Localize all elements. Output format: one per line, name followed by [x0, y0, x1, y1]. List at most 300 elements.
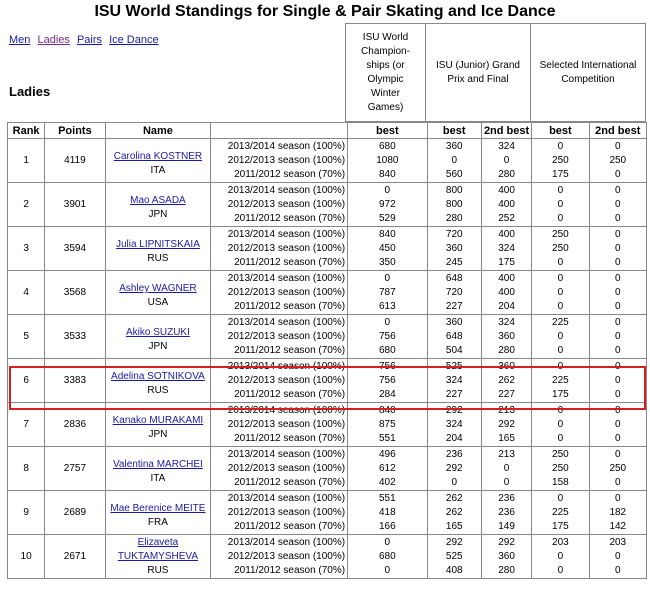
- gp1-value: 525: [445, 360, 463, 372]
- cell-gp2: [481, 359, 531, 403]
- rank-cell: 2: [8, 183, 45, 227]
- name-cell: [105, 139, 211, 183]
- ic1-value: 0: [557, 198, 564, 210]
- ic1-value: 0: [557, 272, 564, 284]
- season-value: 2012/2013 season (100%): [227, 198, 346, 210]
- season-value: 2013/2014 season (100%): [227, 536, 346, 548]
- gp2-value: 280: [498, 168, 515, 180]
- wc-value: 756: [378, 360, 396, 372]
- col-gp-2nd-best: 2nd best: [481, 123, 531, 139]
- cell-gp2: [481, 315, 531, 359]
- wc-value: 402: [378, 476, 396, 488]
- cell-ic2: [589, 403, 646, 447]
- wc-value: 0: [384, 316, 391, 328]
- gp2-value: 204: [498, 300, 515, 312]
- season-value: 2012/2013 season (100%): [227, 418, 346, 430]
- gp1-value: 280: [445, 212, 463, 224]
- cell-wc: [348, 139, 427, 183]
- ic2-value: 0: [615, 286, 621, 298]
- gp1-value: 800: [445, 184, 463, 196]
- points-cell: 3901: [45, 183, 105, 227]
- cell-season: [211, 315, 348, 359]
- skater-name-link[interactable]: Kanako MURAKAMI: [112, 415, 204, 426]
- cell-season: [211, 491, 348, 535]
- gp1-value: 648: [445, 330, 463, 342]
- gp1-value: 227: [445, 388, 463, 400]
- wc-value: 0: [384, 272, 391, 284]
- wc-value: 613: [378, 300, 396, 312]
- season-value: 2013/2014 season (100%): [227, 448, 346, 460]
- skater-name-link[interactable]: Julia LIPNITSKAIA: [115, 239, 200, 250]
- cell-gp1: [427, 227, 481, 271]
- ic1-value: 0: [557, 212, 564, 224]
- wc-value: 680: [378, 550, 396, 562]
- season-value: 2013/2014 season (100%): [227, 228, 346, 240]
- cell-wc: [348, 359, 427, 403]
- wc-value: 875: [378, 418, 396, 430]
- wc-value: 680: [378, 344, 396, 356]
- rank-cell: 8: [8, 447, 45, 491]
- gp2-value: 360: [498, 360, 515, 372]
- cell-ic2: [589, 359, 646, 403]
- standings-table: [7, 122, 647, 579]
- ic2-value: 0: [615, 476, 621, 488]
- cell-ic2: [589, 491, 646, 535]
- ic2-value: 0: [615, 228, 621, 240]
- ic1-value: 158: [552, 476, 569, 488]
- cell-season: [211, 403, 348, 447]
- gp1-value: 204: [445, 432, 463, 444]
- ic2-value: 0: [615, 550, 621, 562]
- points-cell: 3383: [45, 359, 105, 403]
- season-value: 2012/2013 season (100%): [227, 550, 346, 562]
- table-row: [8, 183, 647, 227]
- wc-value: 840: [378, 228, 396, 240]
- table-row: [8, 447, 647, 491]
- group-header-grand-prix: ISU (Junior) Grand Prix and Final: [426, 24, 531, 122]
- gp1-value: 262: [445, 506, 463, 518]
- season-value: 2013/2014 season (100%): [227, 184, 346, 196]
- section-heading: Ladies: [9, 84, 51, 99]
- gp2-value: 292: [498, 418, 515, 430]
- cell-gp2: [481, 139, 531, 183]
- ic1-value: 0: [557, 330, 564, 342]
- skater-name-link[interactable]: Mae Berenice MEITE: [110, 503, 206, 514]
- ic2-value: 0: [615, 198, 621, 210]
- cell-wc: [348, 535, 427, 579]
- points-cell: 2689: [45, 491, 105, 535]
- gp2-value: 252: [498, 212, 515, 224]
- cell-ic2: [589, 447, 646, 491]
- name-cell: [105, 359, 211, 403]
- cell-season: [211, 447, 348, 491]
- gp1-value: 648: [445, 272, 463, 284]
- cell-wc: [348, 227, 427, 271]
- season-value: 2011/2012 season (70%): [234, 212, 346, 224]
- cell-ic1: [532, 183, 589, 227]
- ic1-value: 0: [557, 300, 564, 312]
- gp1-value: 408: [445, 564, 463, 576]
- cell-gp1: [427, 271, 481, 315]
- gp2-value: 280: [498, 564, 515, 576]
- gp2-value: 262: [498, 374, 515, 386]
- ic2-value: 182: [609, 506, 627, 518]
- gp1-value: 360: [445, 242, 463, 254]
- cell-gp2: [481, 271, 531, 315]
- season-value: 2012/2013 season (100%): [227, 286, 346, 298]
- nav-link-pairs[interactable]: Pairs: [76, 34, 103, 46]
- ic1-value: 175: [552, 168, 569, 180]
- ic2-value: 203: [609, 536, 627, 548]
- skater-name-link[interactable]: Ashley WAGNER: [119, 283, 197, 294]
- cell-season: [211, 271, 348, 315]
- gp2-value: 400: [498, 228, 515, 240]
- ic1-value: 0: [557, 256, 564, 268]
- season-value: 2011/2012 season (70%): [234, 520, 346, 532]
- category-nav: [9, 34, 163, 46]
- gp1-value: 720: [445, 228, 463, 240]
- skater-name-link[interactable]: Valentina MARCHEI: [112, 459, 203, 470]
- ic2-value: 0: [615, 168, 621, 180]
- cell-wc: [348, 403, 427, 447]
- ic1-value: 225: [552, 506, 569, 518]
- cell-wc: [348, 315, 427, 359]
- gp1-value: 360: [445, 316, 463, 328]
- ic1-value: 250: [552, 228, 569, 240]
- cell-gp2: [481, 447, 531, 491]
- season-value: 2013/2014 season (100%): [227, 316, 346, 328]
- col-rank: Rank: [8, 123, 45, 139]
- gp1-value: 0: [451, 154, 458, 166]
- season-value: 2012/2013 season (100%): [227, 506, 346, 518]
- wc-value: 0: [384, 564, 391, 576]
- gp1-value: 560: [445, 168, 463, 180]
- wc-value: 496: [378, 448, 396, 460]
- gp1-value: 292: [445, 404, 463, 416]
- ic1-value: 0: [557, 184, 564, 196]
- name-cell: [105, 183, 211, 227]
- season-value: 2011/2012 season (70%): [234, 564, 346, 576]
- country-code: USA: [147, 297, 169, 308]
- country-code: RUS: [147, 385, 169, 396]
- season-value: 2013/2014 season (100%): [227, 404, 346, 416]
- rank-cell: 10: [8, 535, 45, 579]
- cell-season: [211, 183, 348, 227]
- gp1-value: 800: [445, 198, 463, 210]
- ic2-value: 0: [615, 184, 621, 196]
- ic1-value: 175: [552, 388, 569, 400]
- gp2-value: 236: [498, 492, 515, 504]
- country-code: ITA: [150, 473, 166, 484]
- name-cell: [105, 227, 211, 271]
- cell-gp1: [427, 403, 481, 447]
- season-value: 2011/2012 season (70%): [234, 432, 346, 444]
- cell-gp1: [427, 447, 481, 491]
- cell-gp2: [481, 227, 531, 271]
- ic1-value: 203: [552, 536, 569, 548]
- ic2-value: 0: [615, 564, 621, 576]
- wc-value: 284: [378, 388, 396, 400]
- points-cell: 4119: [45, 139, 105, 183]
- points-cell: 2836: [45, 403, 105, 447]
- ic1-value: 250: [552, 154, 569, 166]
- gp1-value: 324: [445, 374, 463, 386]
- cell-season: [211, 139, 348, 183]
- ic1-value: 225: [552, 316, 569, 328]
- ic2-value: 0: [615, 316, 621, 328]
- wc-value: 840: [378, 168, 396, 180]
- points-cell: 3533: [45, 315, 105, 359]
- season-value: 2012/2013 season (100%): [227, 154, 346, 166]
- gp2-value: 0: [503, 154, 510, 166]
- season-value: 2013/2014 season (100%): [227, 492, 346, 504]
- country-code: JPN: [148, 209, 168, 220]
- wc-value: 551: [378, 492, 396, 504]
- country-code: RUS: [147, 564, 169, 576]
- season-value: 2011/2012 season (70%): [234, 344, 346, 356]
- cell-gp1: [427, 183, 481, 227]
- season-value: 2012/2013 season (100%): [227, 462, 346, 474]
- cell-ic2: [589, 271, 646, 315]
- cell-season: [211, 227, 348, 271]
- cell-gp1: [427, 139, 481, 183]
- wc-value: 0: [384, 184, 391, 196]
- gp2-value: 400: [498, 198, 515, 210]
- wc-value: 680: [378, 140, 396, 152]
- ic2-value: 0: [615, 212, 621, 224]
- group-header-worlds: ISU World Champion-ships (or Olympic Winter Games): [346, 24, 426, 122]
- ic1-value: 175: [552, 520, 569, 532]
- rank-cell: 7: [8, 403, 45, 447]
- ic2-value: 0: [615, 242, 621, 254]
- ic2-value: 0: [615, 272, 621, 284]
- cell-ic1: [532, 359, 589, 403]
- cell-ic2: [589, 183, 646, 227]
- rank-cell: 6: [8, 359, 45, 403]
- cell-gp2: [481, 491, 531, 535]
- ic2-value: 0: [615, 344, 621, 356]
- cell-gp2: [481, 183, 531, 227]
- gp2-value: 175: [498, 256, 515, 268]
- cell-wc: [348, 271, 427, 315]
- cell-gp1: [427, 359, 481, 403]
- country-code: RUS: [147, 253, 169, 264]
- gp2-value: 324: [498, 140, 515, 152]
- ic2-value: 0: [615, 418, 621, 430]
- ic2-value: 0: [615, 330, 621, 342]
- skater-name-link[interactable]: Carolina KOSTNER: [113, 151, 203, 162]
- cell-ic1: [532, 491, 589, 535]
- cell-ic1: [532, 535, 589, 579]
- rank-cell: 5: [8, 315, 45, 359]
- wc-value: 612: [378, 462, 396, 474]
- gp1-value: 720: [445, 286, 463, 298]
- table-row: [8, 403, 647, 447]
- points-cell: 2757: [45, 447, 105, 491]
- wc-value: 166: [378, 520, 396, 532]
- gp2-value: 324: [498, 242, 515, 254]
- group-header-table: [345, 23, 646, 122]
- rank-cell: 1: [8, 139, 45, 183]
- cell-gp1: [427, 491, 481, 535]
- country-code: FRA: [147, 517, 168, 528]
- cell-wc: [348, 447, 427, 491]
- ic1-value: 0: [557, 140, 564, 152]
- ic1-value: 250: [552, 462, 569, 474]
- ic1-value: 0: [557, 360, 564, 372]
- table-row: [8, 315, 647, 359]
- ic2-value: 0: [615, 374, 621, 386]
- season-value: 2013/2014 season (100%): [227, 360, 346, 372]
- ic2-value: 142: [609, 520, 627, 532]
- cell-gp2: [481, 403, 531, 447]
- country-code: JPN: [148, 341, 168, 352]
- gp2-value: 213: [498, 448, 515, 460]
- gp1-value: 292: [445, 462, 463, 474]
- name-cell: [105, 491, 211, 535]
- nav-link-ladies[interactable]: Ladies: [37, 34, 70, 46]
- wc-value: 972: [378, 198, 396, 210]
- col-name: Name: [105, 123, 211, 139]
- col-points: Points: [45, 123, 105, 139]
- skater-name-link[interactable]: Akiko SUZUKI: [125, 327, 190, 338]
- cell-ic1: [532, 403, 589, 447]
- ic1-value: 0: [557, 550, 564, 562]
- gp1-value: 0: [451, 476, 458, 488]
- ic1-value: 0: [557, 492, 564, 504]
- skater-name-link[interactable]: Adelina SOTNIKOVA: [111, 371, 205, 382]
- gp2-value: 292: [498, 536, 515, 548]
- gp1-value: 165: [445, 520, 463, 532]
- season-value: 2011/2012 season (70%): [234, 388, 346, 400]
- gp1-value: 236: [445, 448, 463, 460]
- points-cell: 2671: [45, 535, 105, 579]
- gp1-value: 324: [445, 418, 463, 430]
- wc-value: 350: [378, 256, 396, 268]
- gp2-value: 280: [498, 344, 515, 356]
- season-value: 2012/2013 season (100%): [227, 374, 346, 386]
- cell-season: [211, 359, 348, 403]
- cell-season: [211, 535, 348, 579]
- rank-cell: 3: [8, 227, 45, 271]
- cell-gp2: [481, 535, 531, 579]
- gp1-value: 504: [445, 344, 463, 356]
- country-code: ITA: [150, 165, 166, 176]
- ic2-value: 250: [609, 154, 627, 166]
- gp2-value: 149: [498, 520, 515, 532]
- wc-value: 418: [378, 506, 396, 518]
- ic1-value: 0: [557, 564, 564, 576]
- cell-gp1: [427, 535, 481, 579]
- season-value: 2011/2012 season (70%): [234, 256, 346, 268]
- cell-ic2: [589, 227, 646, 271]
- column-header-row: [8, 123, 647, 139]
- gp1-value: 262: [445, 492, 463, 504]
- country-code: JPN: [148, 429, 168, 440]
- ic2-value: 0: [615, 432, 621, 444]
- ic2-value: 0: [615, 448, 621, 460]
- gp2-value: 227: [498, 388, 515, 400]
- col-intl-2nd-best: 2nd best: [589, 123, 646, 139]
- nav-link-ice-dance[interactable]: Ice Dance: [109, 34, 159, 46]
- wc-value: 756: [378, 374, 396, 386]
- gp2-value: 360: [498, 550, 515, 562]
- name-cell: [105, 447, 211, 491]
- gp2-value: 213: [498, 404, 515, 416]
- wc-value: 529: [378, 212, 396, 224]
- table-row: [8, 227, 647, 271]
- table-row: [8, 359, 647, 403]
- ic2-value: 0: [615, 140, 621, 152]
- cell-gp1: [427, 315, 481, 359]
- cell-wc: [348, 491, 427, 535]
- cell-ic1: [532, 271, 589, 315]
- ic1-value: 0: [557, 286, 564, 298]
- gp2-value: 360: [498, 330, 515, 342]
- gp2-value: 400: [498, 184, 515, 196]
- season-value: 2013/2014 season (100%): [227, 140, 346, 152]
- name-cell: [105, 403, 211, 447]
- points-cell: 3568: [45, 271, 105, 315]
- table-row: [8, 139, 647, 183]
- name-cell: [105, 535, 211, 579]
- ic2-value: 0: [615, 388, 621, 400]
- rank-cell: 9: [8, 491, 45, 535]
- season-value: 2013/2014 season (100%): [227, 272, 346, 284]
- cell-ic1: [532, 315, 589, 359]
- ic1-value: 225: [552, 374, 569, 386]
- nav-link-men[interactable]: Men: [9, 34, 31, 46]
- points-cell: 3594: [45, 227, 105, 271]
- skater-name-link[interactable]: TUKTAMYSHEVA: [117, 550, 199, 562]
- col-wc-best: best: [348, 123, 427, 139]
- skater-name-link[interactable]: Mao ASADA: [130, 195, 186, 206]
- gp1-value: 227: [445, 300, 463, 312]
- ic1-value: 250: [552, 448, 569, 460]
- table-row: [8, 535, 647, 579]
- gp1-value: 292: [445, 536, 463, 548]
- ic1-value: 0: [557, 432, 564, 444]
- col-gp-best: best: [427, 123, 481, 139]
- cell-wc: [348, 183, 427, 227]
- ic2-value: 250: [609, 462, 627, 474]
- ic1-value: 0: [557, 404, 564, 416]
- wc-value: 840: [378, 404, 396, 416]
- ic2-value: 0: [615, 256, 621, 268]
- name-cell: [105, 315, 211, 359]
- col-intl-best: best: [532, 123, 589, 139]
- cell-ic2: [589, 139, 646, 183]
- table-row: [8, 491, 647, 535]
- group-header-international: Selected International Competition: [531, 24, 646, 122]
- wc-value: 450: [378, 242, 396, 254]
- gp2-value: 400: [498, 272, 515, 284]
- gp2-value: 324: [498, 316, 515, 328]
- col-season: [211, 123, 348, 139]
- season-value: 2012/2013 season (100%): [227, 242, 346, 254]
- ic1-value: 250: [552, 242, 569, 254]
- season-value: 2012/2013 season (100%): [227, 330, 346, 342]
- skater-name-link[interactable]: Elizaveta: [137, 536, 179, 548]
- wc-value: 787: [378, 286, 396, 298]
- gp2-value: 165: [498, 432, 515, 444]
- gp1-value: 245: [445, 256, 463, 268]
- gp1-value: 525: [445, 550, 463, 562]
- ic1-value: 0: [557, 344, 564, 356]
- cell-ic1: [532, 447, 589, 491]
- season-value: 2011/2012 season (70%): [234, 476, 346, 488]
- wc-value: 0: [384, 536, 391, 548]
